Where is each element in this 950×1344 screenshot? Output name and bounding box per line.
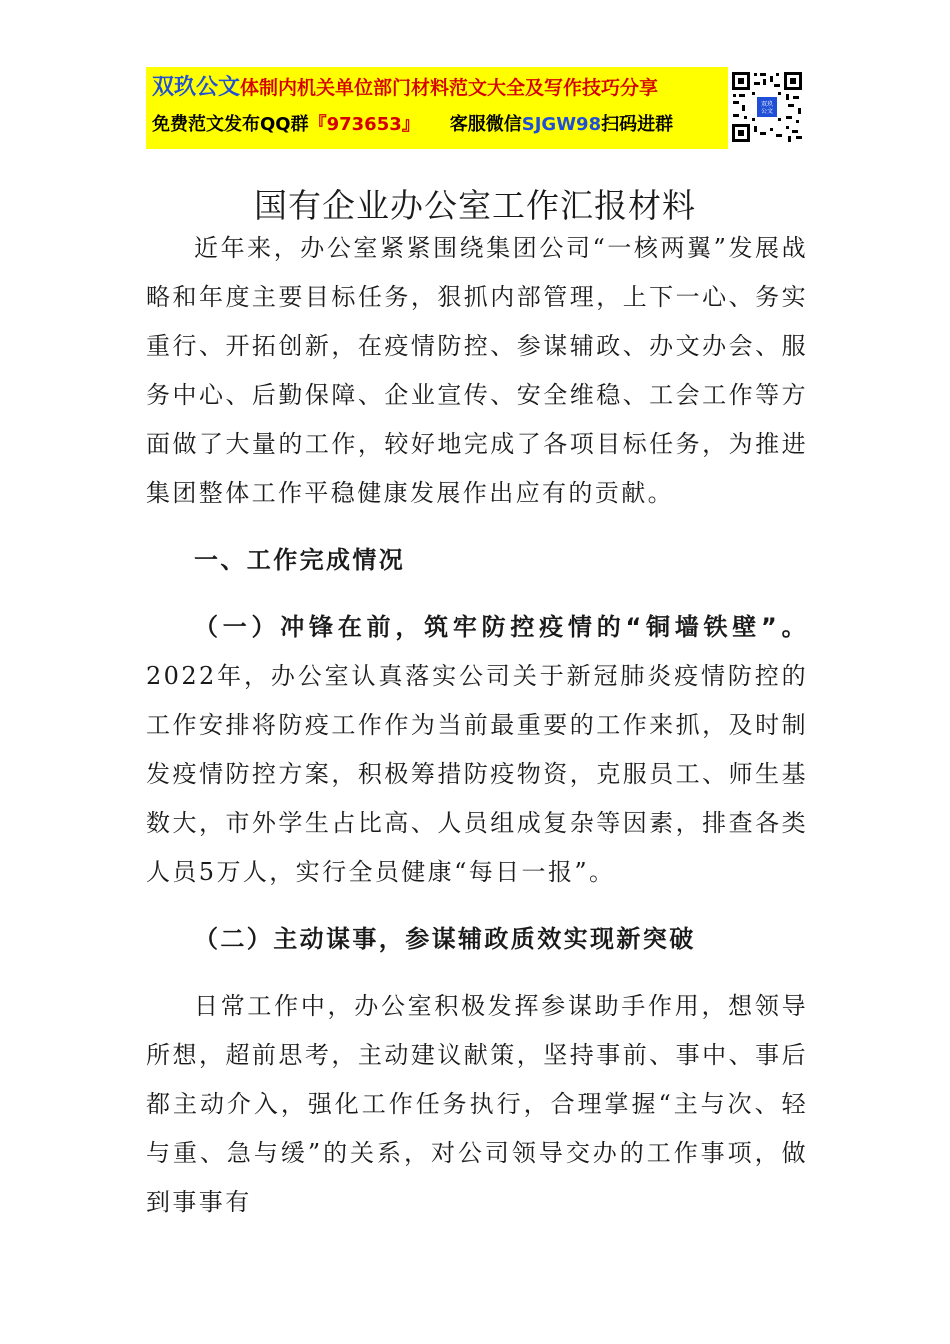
intro-paragraph: 近年来，办公室紧紧围绕集团公司“一核两翼”发展战略和年度主要目标任务，狠抓内部管理，上下一心、务实重行、开拓创新，在疫情防控、参谋辅政、办文办会、服务中心、后勤保障、企业宣传、安全维稳、工会工作等方面做了大量的工作，较好地完成了各项目标任务，为推进集团整体工作平稳健康发展作出应有的贡献。 bbox=[146, 234, 808, 507]
promo-banner bbox=[146, 67, 728, 149]
section-heading-1: 一、工作完成情况 bbox=[194, 546, 406, 574]
banner-wechat-id: SJGW98 bbox=[521, 114, 602, 135]
subsection-1-heading: （一）冲锋在前，筑牢防控疫情的“铜墙铁壁”。 bbox=[194, 613, 808, 641]
subsection-2-paragraph: 日常工作中，办公室积极发挥参谋助手作用，想领导所想，超前思考，主动建议献策，坚持事前、事中、事后都主动介入，强化工作任务执行，合理掌握“主与次、轻与重、急与缓”的关系，对公司领导交办的工作事项，做到事事有 bbox=[146, 992, 808, 1216]
banner-row-1 bbox=[152, 75, 658, 101]
subsection-1-text: 2022年，办公室认真落实公司关于新冠肺炎疫情防控的工作安排将防疫工作作为当前最重要的工作来抓，及时制发疫情防控方案，积极筹措防疫物资，克服员工、师生基数大，市外学生占比高、人员组成复杂等因素，排查各类人员5万人，实行全员健康“每日一报”。 bbox=[146, 662, 808, 886]
banner-slogan: 体制内机关单位部门材料范文大全及写作技巧分享 bbox=[240, 77, 659, 99]
subsection-2-heading: （二）主动谋事，参谋辅政质效实现新突破 bbox=[194, 925, 696, 953]
document-body bbox=[146, 224, 808, 1227]
banner-qq-number: 『973653』 bbox=[308, 114, 420, 135]
qr-center-text-top: 双玖 bbox=[760, 101, 774, 108]
banner-row-2 bbox=[152, 112, 673, 138]
subsection-1-paragraph bbox=[146, 603, 808, 897]
banner-brand: 双玖公文 bbox=[152, 75, 241, 100]
qr-code-icon[interactable] bbox=[730, 70, 804, 144]
banner-qq-prefix: 免费范文发布QQ群 bbox=[152, 114, 309, 135]
qr-center-text-bottom: 公文 bbox=[760, 108, 774, 115]
document-title: 国有企业办公室工作汇报材料 bbox=[254, 186, 696, 225]
banner-wechat-prefix: 客服微信 bbox=[449, 114, 522, 135]
banner-wechat-suffix: 扫码进群 bbox=[601, 114, 674, 135]
